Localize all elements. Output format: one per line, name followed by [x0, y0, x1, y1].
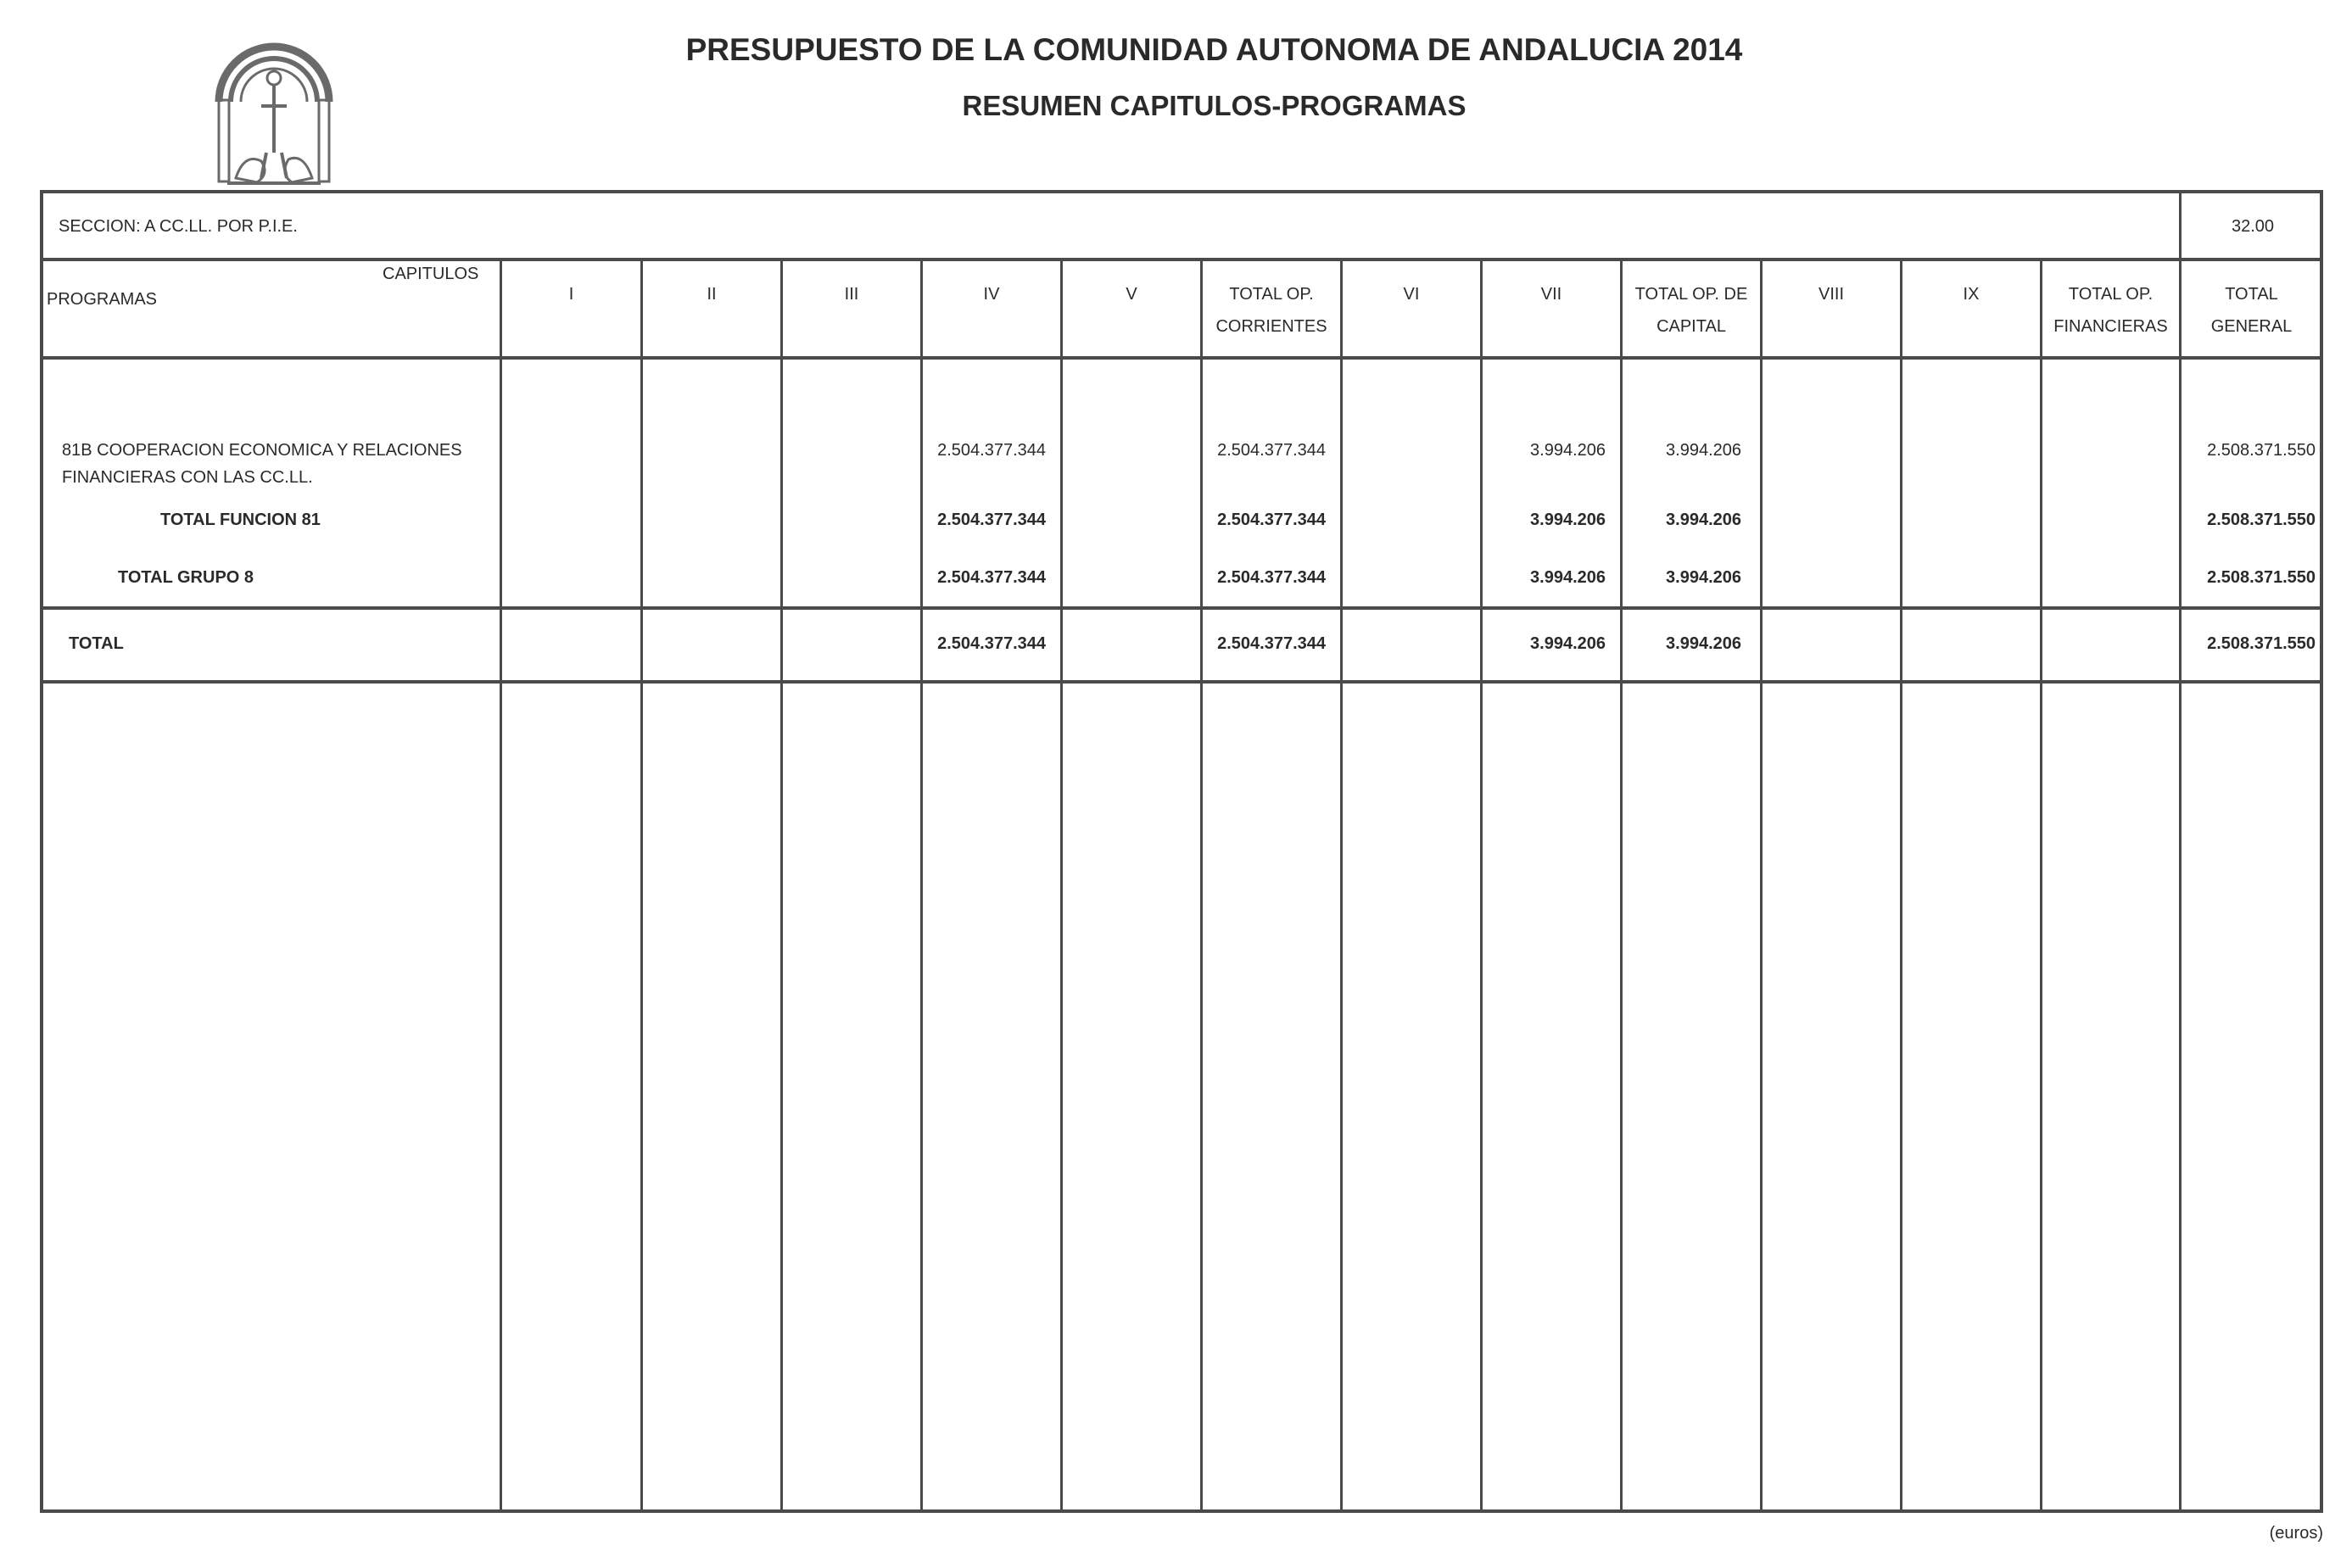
column-header: V	[1126, 285, 1137, 304]
document-title: PRESUPUESTO DE LA COMUNIDAD AUTONOMA DE ANDALUCIA 2014	[685, 32, 1743, 67]
cell-total-corrientes: 2.504.377.344	[1217, 441, 1326, 460]
program-label-81b-cont: FINANCIERAS CON LAS CC.LL.	[62, 468, 313, 487]
total-divider	[43, 680, 2320, 684]
section-divider	[43, 258, 2320, 261]
column-header: TOTAL OP. CORRIENTES	[1215, 285, 1327, 336]
column-divider	[500, 258, 502, 1513]
cell-total-capital: 3.994.206	[1666, 634, 1741, 653]
cell-vii: 3.994.206	[1530, 634, 1606, 653]
section-label: SECCION: A CC.LL. POR P.I.E.	[59, 217, 298, 236]
cell-iv: 2.504.377.344	[937, 568, 1046, 587]
total-funcion-label: TOTAL FUNCION 81	[160, 511, 321, 529]
cell-total-general: 2.508.371.550	[2207, 634, 2316, 653]
cell-total-corrientes: 2.504.377.344	[1217, 568, 1326, 587]
cell-total-capital: 3.994.206	[1666, 511, 1741, 529]
cell-total-general: 2.508.371.550	[2207, 568, 2316, 587]
cell-total-capital: 3.994.206	[1666, 441, 1741, 460]
cell-iv: 2.504.377.344	[937, 441, 1046, 460]
column-header: III	[844, 285, 859, 304]
column-header: TOTAL OP. FINANCIERAS	[2053, 285, 2168, 336]
column-divider	[640, 258, 643, 1513]
column-divider	[780, 258, 783, 1513]
header-capitulos: CAPITULOS	[383, 265, 479, 283]
cell-vii: 3.994.206	[1530, 441, 1606, 460]
cell-vii: 3.994.206	[1530, 568, 1606, 587]
header-programas: PROGRAMAS	[47, 290, 158, 309]
column-header: II	[707, 285, 717, 304]
header-divider	[43, 356, 2320, 360]
body-divider	[43, 606, 2320, 610]
cell-total-corrientes: 2.504.377.344	[1217, 511, 1326, 529]
cell-vii: 3.994.206	[1530, 511, 1606, 529]
total-grupo-label: TOTAL GRUPO 8	[118, 568, 254, 587]
units-note: (euros)	[2269, 1524, 2323, 1543]
document-subtitle: RESUMEN CAPITULOS-PROGRAMAS	[962, 90, 1467, 121]
cell-iv: 2.504.377.344	[937, 511, 1046, 529]
cell-iv: 2.504.377.344	[937, 634, 1046, 653]
column-divider	[2040, 258, 2042, 1513]
column-header: I	[568, 285, 574, 304]
column-divider	[1060, 258, 1063, 1513]
cell-total-general: 2.508.371.550	[2207, 441, 2316, 460]
column-header: IV	[983, 285, 1000, 304]
column-divider	[1760, 258, 1763, 1513]
section-code: 32.00	[2232, 217, 2275, 236]
cell-total-capital: 3.994.206	[1666, 568, 1741, 587]
column-header: TOTAL OP. DE CAPITAL	[1634, 285, 1748, 336]
column-header: IX	[1963, 285, 1980, 304]
column-divider	[1340, 258, 1343, 1513]
column-header: VI	[1403, 285, 1420, 304]
grand-total-label: TOTAL	[69, 634, 124, 653]
cell-total-general: 2.508.371.550	[2207, 511, 2316, 529]
column-header: VII	[1540, 285, 1562, 304]
program-label-81b: 81B COOPERACION ECONOMICA Y RELACIONES	[62, 441, 462, 460]
section-code-divider	[2179, 193, 2182, 258]
cell-total-corrientes: 2.504.377.344	[1217, 634, 1326, 653]
column-divider	[1900, 258, 1902, 1513]
column-header: TOTAL GENERAL	[2210, 285, 2293, 336]
budget-table	[40, 190, 2323, 1513]
column-header: VIII	[1818, 285, 1844, 304]
